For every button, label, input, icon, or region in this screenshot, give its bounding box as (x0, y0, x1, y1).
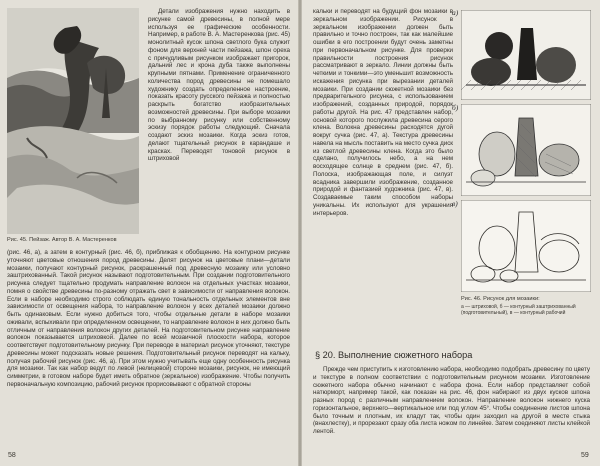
figure-46b-label: б) (452, 103, 459, 112)
figure-46b-contour-hatched-drawing (461, 104, 591, 196)
right-body-paragraph: Прежде чем приступить к изготовлению набора, необходимо подобрать древесину по цвету и текстуре в полном соответствии с подготовительным рисунком мозаики. Изготовление сюжетного набора обычно начинают с набора фона. Если набор представляет собой натюрморт, например такой, как показан на рис. 46, фон набирают из двух кусков шпона разных пород с различным направлением волокон. Направление волокон нижнего куска горизонтальное, верхнего—вертикальное или под углом 45°. Чтобы соединение листов шпона было точным и плотным, их кладут так, чтобы один заходил на другой в месте стыка (внахлестку), и прорезают сразу оба листа ножом по линейке. Затем соединяют листы клейкой лентой. (313, 366, 590, 435)
right-column-paragraph: кальки и переводят на будущий фон мозаики в зеркальном изображении. Рисунок в зеркальном изображении должен быть правильно и точно построен, так как малейшие ошибки в его построении будут очень заметны при первоначальном рисунке. Для проверки правильности построения рисунок рассматривают в зеркало. Линии должны быть четкими и тонкими—это уменьшит возможность искажения рисунка при вырезании деталей мозаики. При создании сюжетной мозаики без предварительного рисунка, с использованием изображений, созданных природой, порядок работы другой. На рис. 47 представлен набор, основой которого послужила древесина серого клена. Волокна древесины расходятся дугой вокруг сучка (рис. 47, а). Текстура древесины навела на мысль поставить на место сучка диск из светлой древесины клена. Когда это было сделано, получилось небо, а на нем восходящее солнце в среднем (рис. 47, б). Полоска, изображающая поле, и силуэт всадника завершили изображение, созданное природой и фантазией художника (рис. 47, в). Создаваемые таким способом наборы уникальны. Их используют для украшения интерьеров. (313, 8, 453, 217)
page-number-right: 59 (581, 452, 589, 459)
page-number-left: 58 (8, 452, 16, 459)
figure-46c-contour-working-drawing (461, 200, 591, 292)
figure-46a-hatched-drawing (461, 10, 591, 100)
left-column-text (148, 8, 290, 248)
right-page (301, 0, 600, 466)
figure-46-caption-detail: а — штриховой, б — контурный заштрихованный (подготовительный), в — контурный рабочий (461, 304, 576, 316)
left-body-text (7, 249, 290, 447)
figure-46-caption-title: Рис. 46. Рисунок для мозаики: (461, 296, 540, 302)
left-column-paragraph: Детали изображения нужно находить в рисунке самой древесины, в полной мере используя ее графические особенности. Например, в работе В. А. Мастеренкова (рис. 45) монолитный кусок шпона светлого бука служит фоном для верхней части пейзажа, шпон ореха с причудливым рисунком изображает пригорок, дальний лес и крона дуба также выполнены крупными пятнами. Применение ограниченного количества пород древесины не помешало художнику создать определенное настроение, показать красоту русского пейзажа и полностью раскрыть богатство изобразительных возможностей древесины. При выборе мозаики по выбранному рисунку или собственному эскизу порядок работы следующий. Сначала создают эскиз мозаики. Когда эскиз готов, делают тщательный рисунок в карандаше и красках. Переводят тоновой рисунок в штриховой (148, 8, 290, 163)
right-body-text (313, 366, 590, 452)
section-heading: § 20. Выполнение сюжетного набора (315, 350, 473, 360)
right-column-text (313, 8, 453, 344)
figure-46c-label: в) (452, 199, 458, 208)
left-body-paragraph: (рис. 46, а), а затем в контурный (рис. 46, б), приближая к обобщению. На контурном рисунке уточняют цветовые отношения пород древесины. Делят рисунок на цветовые плани—детали мозаики, получают контурный рисунок, раскрашенный под древесную мозаику или условно заштрихованный. Такой рисунок называют подготовительным. При создании подготовительного рисунка следует тщательно продумать направление волокон на отдельных участках мозаики, помня о свойстве древесины по-разному отражать свет в зависимости от направления волокон. Если в наборе необходимо строго соблюдать единую тональность отдельных элементов вне зависимости от освещения набора, то направление волокон у всех деталей мозаики должно быть одинаковым. Если нужно добиться того, чтобы отдельные детали в наборе мозаики оживали, вспыхивали при определенном освещении, то направление волокон в них должно быть отличным от направления волокон других деталей. На подготовительном рисунке направление волокон показывается штриховкой. Далее по всей мозаичной плоскости набора, которое соответствует подготовительному рисунку. При переводе в материал рисунок уточняют, текстуре древесины может подсказать новые решения. Подготовительный рисунок переводят на кальку, получая рабочий рисунок (рис. 46, а). При этом нужно учитывать еще одну особенность рисунка для мозаики. Так как набор ведут по левой (нелицевой) стороне мозаики, рисунок, не имеющий симметрии, в готовом наборе будет иметь обратное (зеркальное) изображение. Чтобы получить первоначальную композицию, рабочий рисунок прорисовывают с обратной стороны (7, 249, 290, 388)
figure-45-caption: Рис. 45. Пейзаж. Автор В. А. Мастеренков (7, 237, 117, 243)
book-gutter (298, 0, 302, 466)
figure-46a-label: а) (452, 8, 459, 17)
landscape-illustration (7, 8, 139, 234)
